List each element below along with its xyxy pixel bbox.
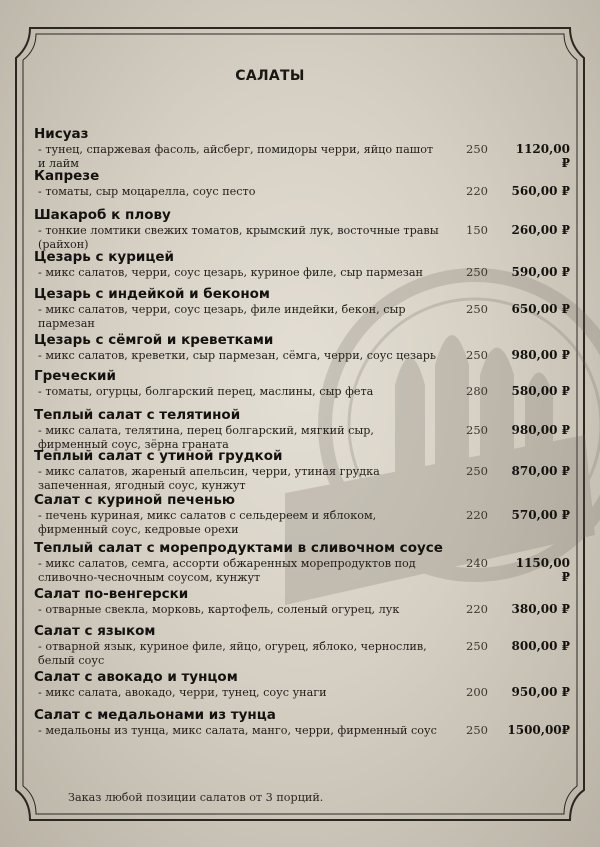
item-price: 260,00 ₽	[511, 223, 570, 237]
menu-item	[34, 448, 574, 492]
item-description: - микс салатов, креветки, сыр пармезан, сёмга, черри, соус цезарь	[38, 349, 437, 362]
item-price: 980,00 ₽	[511, 348, 570, 362]
item-weight: 220	[466, 508, 488, 522]
item-weight: 150	[466, 223, 488, 237]
item-name: Салат с медальонами из тунца	[34, 707, 276, 723]
item-weight: 240	[466, 556, 488, 570]
item-price: 1120,00 ₽	[515, 142, 570, 170]
item-description: - отварной язык, куриное филе, яйцо, огурец, яблоко, чернослив, белый соус	[38, 640, 427, 667]
item-weight: 200	[466, 685, 488, 699]
item-weight: 250	[466, 348, 488, 362]
item-weight: 220	[466, 602, 488, 616]
menu-item	[34, 286, 574, 330]
item-price: 650,00 ₽	[511, 302, 570, 316]
item-weight: 280	[466, 384, 488, 398]
item-name: Салат с куриной печенью	[34, 492, 235, 508]
item-description: - микс салатов, семга, ассорти обжаренных морепродуктов под сливочно-чесночным соусом, кунжут	[38, 557, 416, 584]
item-price: 380,00 ₽	[511, 602, 570, 616]
item-weight: 250	[466, 302, 488, 316]
item-name: Нисуаз	[34, 126, 89, 142]
item-description: - микс салатов, черри, соус цезарь, филе индейки, бекон, сыр пармезан	[38, 303, 406, 330]
item-name: Теплый салат с телятиной	[34, 407, 241, 423]
item-price: 590,00 ₽	[511, 265, 570, 279]
menu-item	[34, 623, 574, 667]
menu-item	[34, 669, 574, 700]
item-description: - микс салатов, жареный апельсин, черри, утиная грудка запеченная, ягодный соус, кунжут	[38, 465, 380, 492]
item-description: - тонкие ломтики свежих томатов, крымский лук, восточные травы (райхон)	[38, 224, 439, 251]
menu-item	[34, 168, 574, 199]
item-weight: 250	[466, 639, 488, 653]
item-price: 570,00 ₽	[511, 508, 570, 522]
item-weight: 250	[466, 464, 488, 478]
item-description: - медальоны из тунца, микс салата, манго, черри, фирменный соус	[38, 724, 437, 737]
item-name: Шакароб к плову	[34, 207, 171, 223]
menu-item	[34, 492, 574, 536]
item-name: Цезарь с индейкой и беконом	[34, 286, 270, 302]
menu-item	[34, 332, 574, 363]
menu-item	[34, 586, 574, 617]
item-name: Салат по-венгерски	[34, 586, 189, 602]
item-weight: 250	[466, 423, 488, 437]
item-price: 580,00 ₽	[511, 384, 570, 398]
item-price: 1500,00₽	[507, 723, 570, 737]
menu-item	[34, 249, 574, 280]
item-weight: 250	[466, 265, 488, 279]
menu-item	[34, 707, 574, 738]
item-name: Цезарь с сёмгой и креветками	[34, 332, 274, 348]
item-price: 560,00 ₽	[511, 184, 570, 198]
item-name: Греческий	[34, 368, 116, 384]
item-name: Салат с авокадо и тунцом	[34, 669, 238, 685]
item-name: Цезарь с курицей	[34, 249, 174, 265]
item-description: - отварные свекла, морковь, картофель, соленый огурец, лук	[38, 603, 400, 616]
item-price: 980,00 ₽	[511, 423, 570, 437]
menu-item	[34, 207, 574, 251]
menu-item	[34, 126, 574, 170]
item-name: Теплый салат с утиной грудкой	[34, 448, 283, 464]
item-name: Теплый салат с морепродуктами в сливочном соусе	[34, 540, 443, 556]
item-price: 1150,00 ₽	[515, 556, 570, 584]
item-weight: 250	[466, 142, 488, 156]
item-description: - микс салата, телятина, перец болгарский, мягкий сыр, фирменный соус, зёрна граната	[38, 424, 374, 451]
item-name: Капрезе	[34, 168, 100, 184]
item-description: - томаты, огурцы, болгарский перец, маслины, сыр фета	[38, 385, 374, 398]
item-description: - печень куриная, микс салатов с сельдереем и яблоком, фирменный соус, кедровые орехи	[38, 509, 377, 536]
menu-item	[34, 368, 574, 399]
item-description: - тунец, спаржевая фасоль, айсберг, помидоры черри, яйцо пашот и лайм	[38, 143, 434, 170]
menu-item	[34, 407, 574, 451]
item-price: 870,00 ₽	[511, 464, 570, 478]
item-price: 800,00 ₽	[511, 639, 570, 653]
page-title: САЛАТЫ	[235, 68, 305, 84]
item-description: - томаты, сыр моцарелла, соус песто	[38, 185, 256, 198]
item-weight: 250	[466, 723, 488, 737]
item-price: 950,00 ₽	[511, 685, 570, 699]
item-weight: 220	[466, 184, 488, 198]
menu-item	[34, 540, 574, 584]
item-description: - микс салатов, черри, соус цезарь, куриное филе, сыр пармезан	[38, 266, 423, 279]
item-description: - микс салата, авокадо, черри, тунец, соус унаги	[38, 686, 327, 699]
item-name: Салат с языком	[34, 623, 156, 639]
footer-note: Заказ любой позиции салатов от 3 порций.	[68, 791, 324, 804]
